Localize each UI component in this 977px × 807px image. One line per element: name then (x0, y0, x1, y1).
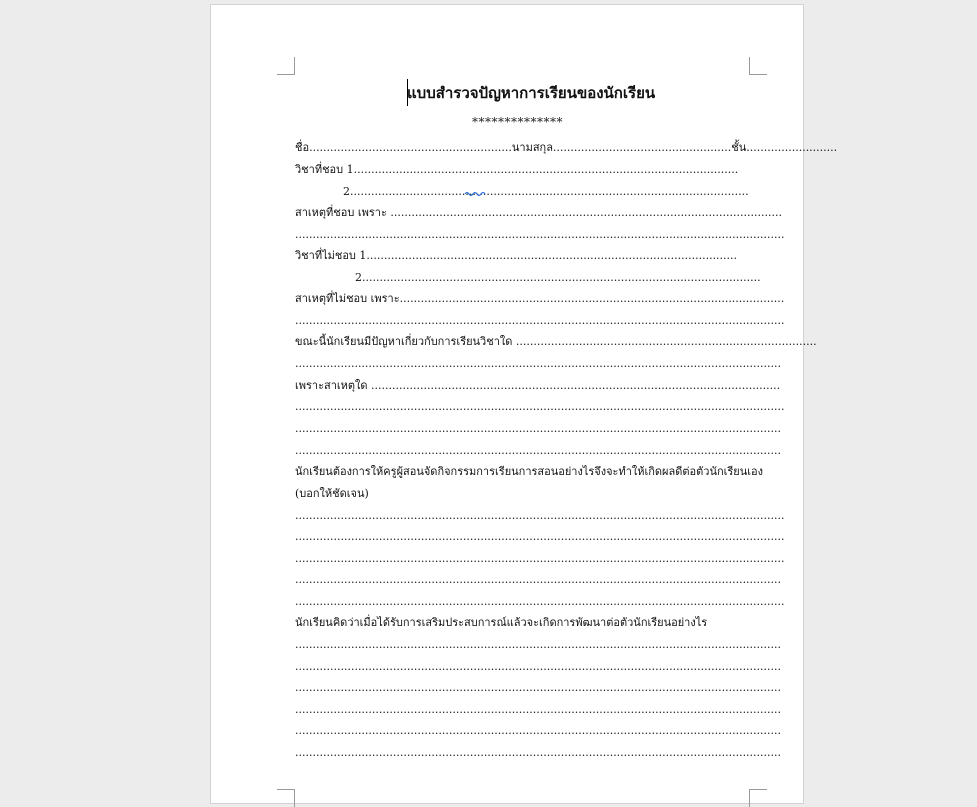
problem-subject-cont-line[interactable]: ........................................................................................................................................... (295, 357, 782, 370)
spellcheck-squiggle-icon (465, 191, 487, 197)
liked-reason-line[interactable]: สาเหตุที่ชอบ เพราะ ................................................................................................................ (295, 206, 782, 219)
document-title[interactable]: แบบสำรวจปัญหาการเรียนของนักเรียน (407, 84, 656, 102)
document-page[interactable] (210, 4, 838, 804)
liked-subject-line-2[interactable]: 2.................................................................................................................. (343, 185, 749, 198)
development-answer-line-4[interactable]: ........................................................................................................................................... (295, 703, 782, 716)
margin-corner-bottom-right (749, 789, 767, 807)
liked-subject-line-1[interactable]: วิชาที่ชอบ 1.............................................................................................................. (295, 163, 739, 176)
title-separator[interactable]: ************** (472, 115, 563, 129)
problem-subject-line[interactable]: ขณะนี้นักเรียนมีปัญหาเกี่ยวกับการเรียนวิชาใด ...................................................................................... (295, 335, 817, 348)
development-answer-line-3[interactable]: ........................................................................................................................................... (295, 681, 782, 694)
development-answer-line-1[interactable]: ........................................................................................................................................... (295, 638, 782, 651)
teaching-answer-line-4[interactable]: ........................................................................................................................................... (295, 573, 782, 586)
problem-reason-line[interactable]: เพราะสาเหตุใด ..................................................................................................................... (295, 379, 781, 392)
teaching-question-line[interactable]: นักเรียนต้องการให้ครูผู้สอนจัดกิจกรรมการเรียนการสอนอย่างไรจึงจะทำให้เกิดผลดีต่อตัวนักเรียนเอง (295, 465, 764, 478)
development-answer-line-6[interactable]: ........................................................................................................................................... (295, 746, 782, 759)
teaching-answer-line-1[interactable]: ............................................................................................................................................ (295, 509, 785, 522)
disliked-subject-line-1[interactable]: วิชาที่ไม่ชอบ 1.......................................................................................................... (295, 249, 738, 262)
teaching-answer-line-5[interactable]: ............................................................................................................................................ (295, 595, 785, 608)
teaching-question-note[interactable]: (บอกให้ชัดเจน) (295, 487, 369, 500)
teaching-answer-line-3[interactable]: ............................................................................................................................................ (295, 552, 785, 565)
disliked-reason-cont-line[interactable]: ............................................................................................................................................ (295, 314, 785, 327)
development-answer-line-5[interactable]: ........................................................................................................................................... (295, 724, 782, 737)
margin-corner-top-left (277, 57, 295, 75)
problem-reason-cont-line-3[interactable]: ........................................................................................................................................... (295, 444, 782, 457)
name-line[interactable]: ชื่อ..........................................................นามสกุล...................................................ชั้น.......................... (295, 141, 838, 154)
development-question-line[interactable]: นักเรียนคิดว่าเมื่อได้รับการเสริมประสบการณ์แล้วจะเกิดการพัฒนาต่อตัวนักเรียนอย่างไร (295, 616, 708, 629)
development-answer-line-2[interactable]: ........................................................................................................................................... (295, 660, 782, 673)
teaching-answer-line-2[interactable]: ............................................................................................................................................ (295, 530, 785, 543)
liked-reason-cont-line[interactable]: ............................................................................................................................................ (295, 228, 785, 241)
problem-reason-cont-line-2[interactable]: ........................................................................................................................................... (295, 422, 782, 435)
margin-corner-top-right (749, 57, 767, 75)
problem-reason-cont-line-1[interactable]: ............................................................................................................................................ (295, 400, 785, 413)
disliked-reason-line[interactable]: สาเหตุที่ไม่ชอบ เพราะ.............................................................................................................. (295, 292, 785, 305)
margin-corner-bottom-left (277, 789, 295, 807)
disliked-subject-line-2[interactable]: 2.................................................................................................................. (355, 271, 761, 284)
